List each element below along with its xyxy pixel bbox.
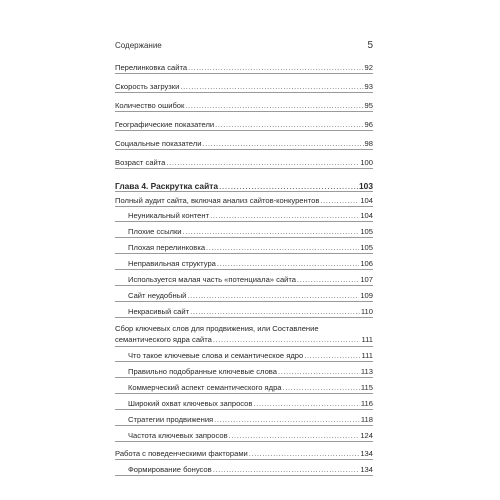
toc-subentry-page: 105 bbox=[360, 227, 373, 236]
toc-entry[interactable] bbox=[115, 157, 373, 169]
toc-subentry[interactable] bbox=[115, 258, 373, 270]
toc-subentry-page: 110 bbox=[360, 307, 373, 316]
toc-subentry-title: Широкий охват ключевых запросов bbox=[128, 399, 253, 408]
toc-entry-title: Перелинковка сайта bbox=[115, 63, 188, 72]
toc-entry-title: Скорость загрузки bbox=[115, 82, 180, 91]
toc-leader-dots bbox=[297, 274, 359, 286]
toc-leader-dots bbox=[183, 226, 360, 238]
toc-subentry-title: Коммерческий аспект семантического ядра bbox=[128, 383, 282, 392]
toc-entry-title: Количество ошибок bbox=[115, 101, 185, 110]
toc-entry-page: 134 bbox=[360, 449, 373, 458]
toc-leader-dots bbox=[229, 430, 360, 442]
toc-entry[interactable] bbox=[115, 81, 373, 93]
toc-leader-dots bbox=[253, 398, 359, 410]
toc-subentry-page: 104 bbox=[360, 211, 373, 220]
toc-chapter-title: Глава 4. Раскрутка сайта bbox=[115, 181, 218, 191]
toc-leader-dots bbox=[210, 210, 359, 222]
toc-subentry-title: Сайт неудобный bbox=[128, 291, 187, 300]
toc-leader-dots bbox=[206, 242, 359, 254]
toc-leader-dots bbox=[202, 138, 363, 150]
toc-subentry[interactable] bbox=[115, 242, 373, 254]
toc-leader-dots bbox=[188, 62, 363, 74]
toc-leader-dots bbox=[215, 119, 363, 131]
toc-subentry-title: Используется малая часть «потенциала» сайта bbox=[128, 275, 297, 284]
toc-entry-page: 96 bbox=[364, 120, 373, 129]
toc-entry-page: 93 bbox=[364, 82, 373, 91]
toc-subentry-page: 113 bbox=[360, 367, 373, 376]
toc-leader-dots bbox=[214, 414, 360, 426]
toc-subentry-title: Плохие ссылки bbox=[128, 227, 182, 236]
toc-subentry-title: Частота ключевых запросов bbox=[128, 431, 228, 440]
toc-subentry[interactable] bbox=[115, 306, 373, 318]
toc-subentry-title: Некрасивый сайт bbox=[128, 307, 190, 316]
toc-leader-dots bbox=[278, 366, 360, 378]
toc-leader-dots bbox=[185, 100, 363, 112]
toc-subentry-page: 116 bbox=[360, 399, 373, 408]
toc-entry-page: 104 bbox=[360, 196, 373, 205]
toc-chapter-page: 103 bbox=[359, 181, 373, 191]
toc-entry-page: 95 bbox=[364, 101, 373, 110]
toc-entry-page: 100 bbox=[360, 158, 373, 167]
toc-entry[interactable] bbox=[115, 138, 373, 150]
toc-subentry-title: Стратегии продвижения bbox=[128, 415, 214, 424]
toc-leader-dots bbox=[180, 81, 363, 93]
toc-subentry[interactable] bbox=[115, 382, 373, 394]
toc-subentry[interactable] bbox=[115, 414, 373, 426]
toc-subentry-title: Неправильная структура bbox=[128, 259, 216, 268]
toc-subentry-title: Правильно подобранные ключевые слова bbox=[128, 367, 277, 376]
toc-leader-dots bbox=[304, 350, 360, 362]
toc-leader-dots bbox=[190, 306, 360, 318]
toc-leader-dots bbox=[213, 464, 360, 476]
toc-subentry-title: Что такое ключевые слова и семантическое ядро bbox=[128, 351, 304, 360]
toc-entry-page: 98 bbox=[364, 139, 373, 148]
toc-subentry-page: 109 bbox=[360, 291, 373, 300]
toc-entry-title-continued: семантического ядра сайта bbox=[115, 335, 212, 344]
toc-leader-dots bbox=[166, 157, 359, 169]
toc-subentry[interactable] bbox=[115, 464, 373, 476]
toc-entry[interactable] bbox=[115, 448, 373, 460]
toc-subentry[interactable] bbox=[115, 430, 373, 442]
toc-leader-dots bbox=[217, 258, 359, 270]
toc-chapter-heading[interactable] bbox=[115, 180, 373, 192]
page-number: 5 bbox=[367, 40, 373, 51]
toc-subentry[interactable] bbox=[115, 366, 373, 378]
toc-subentry[interactable] bbox=[115, 398, 373, 410]
toc-subentry-page: 134 bbox=[360, 465, 373, 474]
toc-entry[interactable] bbox=[115, 323, 373, 347]
toc-leader-dots bbox=[213, 334, 361, 346]
toc-entry[interactable] bbox=[115, 195, 373, 207]
toc-subentry-title: Неуникальный контент bbox=[128, 211, 210, 220]
toc-subentry-page: 111 bbox=[361, 351, 373, 360]
toc-subentry-page: 124 bbox=[360, 431, 373, 440]
toc-subentry[interactable] bbox=[115, 226, 373, 238]
toc-leader-dots bbox=[320, 195, 359, 207]
toc-entry[interactable] bbox=[115, 62, 373, 74]
toc-entry[interactable] bbox=[115, 100, 373, 112]
toc-leader-dots bbox=[187, 290, 359, 302]
toc-leader-dots bbox=[249, 448, 360, 460]
toc-subentry-page: 115 bbox=[360, 383, 373, 392]
table-of-contents bbox=[115, 60, 373, 476]
toc-entry-page: 92 bbox=[364, 63, 373, 72]
toc-entry-page: 111 bbox=[361, 335, 373, 344]
running-header-title: Содержание bbox=[115, 41, 162, 50]
toc-subentry[interactable] bbox=[115, 210, 373, 222]
toc-subentry[interactable] bbox=[115, 290, 373, 302]
toc-entry-title: Социальные показатели bbox=[115, 139, 202, 148]
toc-subentry-page: 105 bbox=[360, 243, 373, 252]
running-header bbox=[115, 40, 373, 51]
toc-subentry[interactable] bbox=[115, 350, 373, 362]
toc-entry-title: Полный аудит сайта, включая анализ сайтов-конкурентов bbox=[115, 196, 320, 205]
toc-leader-dots bbox=[283, 382, 360, 394]
toc-entry-title: Сбор ключевых слов для продвижения, или Составление bbox=[115, 324, 319, 333]
toc-subentry-title: Формирование бонусов bbox=[128, 465, 212, 474]
toc-entry-title: Географические показатели bbox=[115, 120, 215, 129]
toc-entry-title: Работа с поведенческими факторами bbox=[115, 449, 248, 458]
toc-subentry-page: 106 bbox=[360, 259, 373, 268]
toc-leader-dots bbox=[219, 180, 358, 192]
toc-entry-title: Возраст сайта bbox=[115, 158, 166, 167]
toc-subentry[interactable] bbox=[115, 274, 373, 286]
toc-entry[interactable] bbox=[115, 119, 373, 131]
toc-subentry-page: 118 bbox=[360, 415, 373, 424]
toc-subentry-page: 107 bbox=[360, 275, 373, 284]
toc-subentry-title: Плохая перелинковка bbox=[128, 243, 206, 252]
